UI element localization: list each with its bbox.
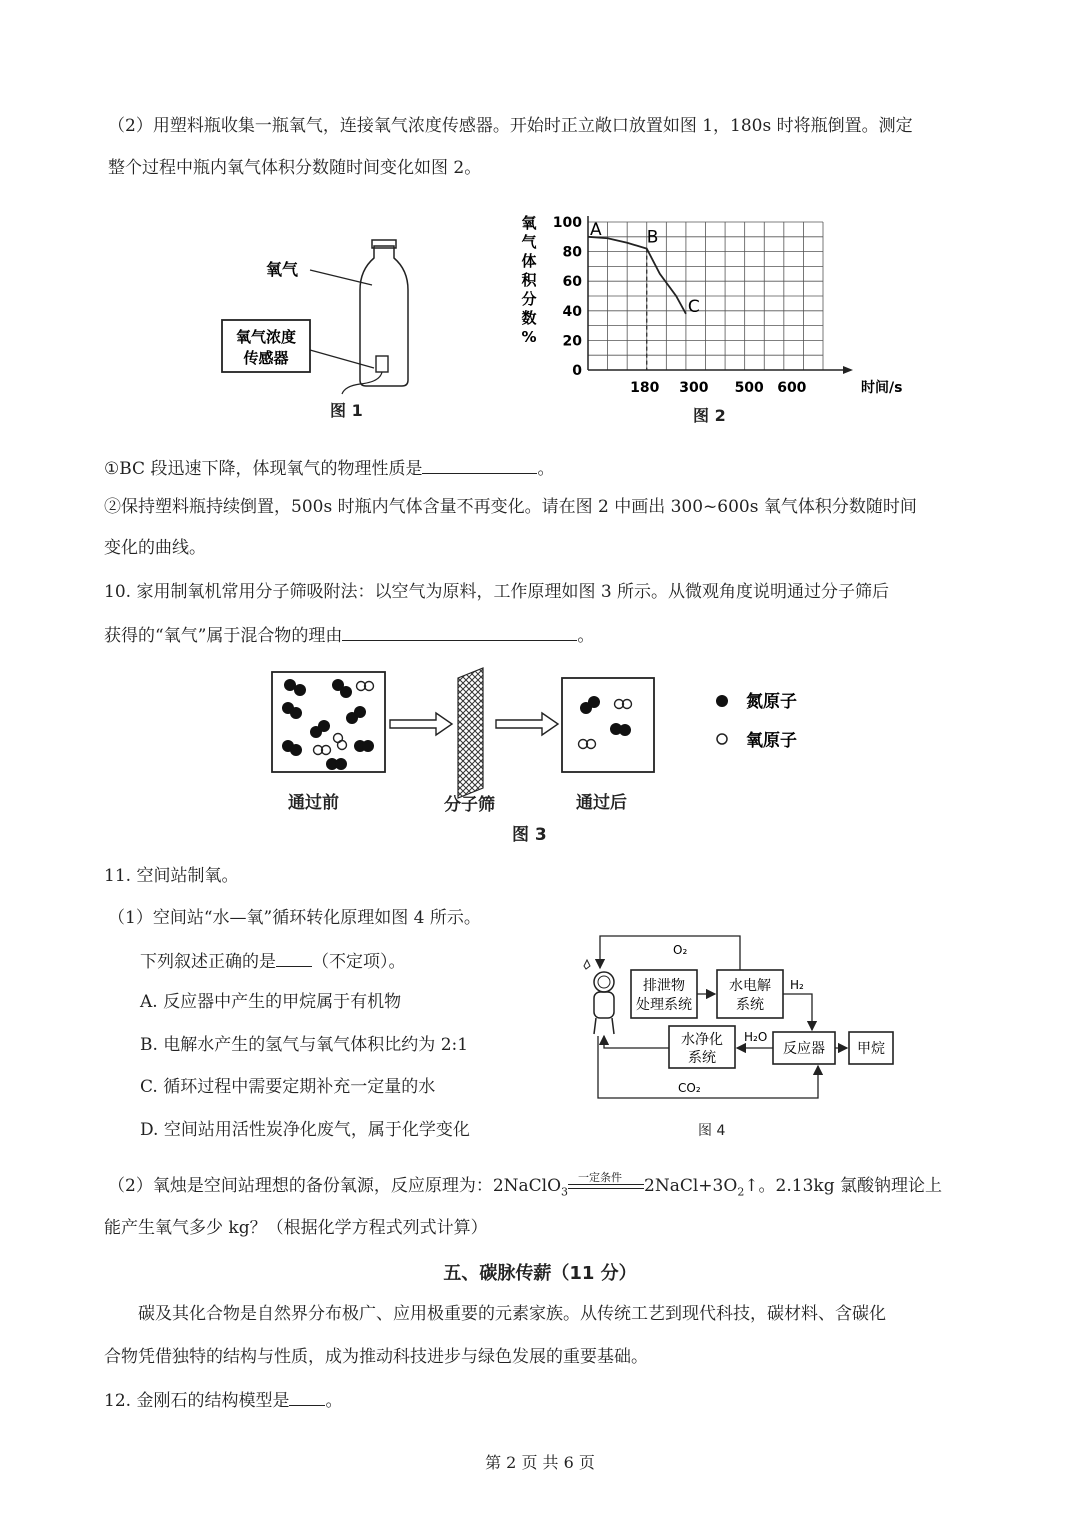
q11-prompt xyxy=(140,948,406,974)
h2-label: H₂ xyxy=(790,978,804,992)
q12 xyxy=(104,1387,342,1413)
electrolysis-label-2: 系统 xyxy=(736,997,764,1013)
x-axis-arrow-icon xyxy=(843,366,853,374)
q11-part2-line1 xyxy=(108,1170,942,1204)
electrolysis-label-1: 水电解 xyxy=(729,978,771,994)
x-tick-label: 600 xyxy=(777,380,807,396)
q11-prompt-end: （不定项）。 xyxy=(312,952,406,972)
sensor-probe xyxy=(376,356,388,372)
subscript-3: 3 xyxy=(561,1185,569,1199)
oxygen-chart xyxy=(515,205,903,430)
oxygen-curve xyxy=(588,237,686,314)
y-tick-label: 60 xyxy=(562,274,582,291)
option-d: D. 空间站用活性炭净化废气，属于化学变化 xyxy=(140,1120,470,1140)
y-axis-label-char: 分 xyxy=(521,290,537,308)
o2-label: O₂ xyxy=(673,943,688,957)
y-axis-label-char: % xyxy=(521,328,537,346)
legend-nitrogen: 氮原子 xyxy=(746,692,797,712)
option-c: C. 循环过程中需要定期补充一定量的水 xyxy=(140,1077,436,1097)
reaction-condition: 一定条件 xyxy=(578,1170,623,1184)
q10-line2-end: 。 xyxy=(577,626,595,646)
arrow-water-to-astronaut xyxy=(604,1036,669,1048)
option-a: A. 反应器中产生的甲烷属于有机物 xyxy=(140,992,402,1012)
sensor-cable xyxy=(342,372,382,394)
figure-4-caption: 图 4 xyxy=(698,1123,726,1139)
section5-para-line1: 碳及其化合物是自然界分布极广、应用极重要的元素家族。从传统工艺到现代科技，碳材料、含碳化 xyxy=(138,1304,886,1324)
y-axis-label-char: 氧 xyxy=(521,214,537,232)
q9-2-line2: 整个过程中瓶内氧气体积分数随时间变化如图 2。 xyxy=(108,158,482,178)
purification-label-2: 系统 xyxy=(688,1050,716,1066)
q9-item2-line1: ②保持塑料瓶持续倒置，500s 时瓶内气体含量不再变化。请在图 2 中画出 300~600s 氧气体积分数随时间 xyxy=(104,497,917,517)
figure-1 xyxy=(210,200,460,420)
figure-2-caption: 图 2 xyxy=(693,406,726,425)
answer-blank-1[interactable] xyxy=(422,455,537,474)
q9-item1-end: 。 xyxy=(537,459,555,479)
section-heading: 五、碳脉传薪（11 分） xyxy=(443,1263,637,1284)
waste-system-label-1: 排泄物 xyxy=(643,978,685,994)
q11-part2-line2: 能产生氧气多少 kg？（根据化学方程式列式计算） xyxy=(104,1218,488,1238)
y-tick-label: 20 xyxy=(562,333,582,350)
co2-label: CO₂ xyxy=(678,1081,701,1095)
q11-title: 11. 空间站制氧。 xyxy=(104,866,239,886)
figure-2 xyxy=(515,205,903,430)
sensor-label-1: 氧气浓度 xyxy=(235,328,297,346)
water-oxygen-cycle-diagram xyxy=(578,930,898,1105)
q9-item2-line2: 变化的曲线。 xyxy=(104,538,206,558)
page-footer: 第 2 页 共 6 页 xyxy=(485,1453,595,1472)
point-label-b: B xyxy=(646,227,659,248)
sensor-label-2: 传感器 xyxy=(243,349,289,367)
arrow-o2-loop xyxy=(600,936,740,970)
sensor-pointer xyxy=(310,350,374,368)
figure-3-caption: 图 3 xyxy=(512,825,547,845)
label-sieve: 分子筛 xyxy=(444,795,495,815)
reactor-label: 反应器 xyxy=(783,1041,825,1057)
after-molecules xyxy=(579,696,632,749)
y-axis-label-char: 体 xyxy=(521,252,537,270)
answer-blank-2[interactable] xyxy=(342,622,577,641)
bottle-diagram xyxy=(210,200,460,415)
q12-text: 12. 金刚石的结构模型是 xyxy=(104,1391,290,1411)
y-axis-label-char: 气 xyxy=(521,233,537,251)
before-molecules xyxy=(282,679,374,770)
bottle-shape xyxy=(360,246,408,386)
arrow-right-icon xyxy=(496,713,558,735)
arrow-h2 xyxy=(783,994,812,1030)
q9-item1-text: ①BC 段迅速下降，体现氧气的物理性质是 xyxy=(104,459,423,479)
after-box xyxy=(562,678,654,772)
subscript-2: 2 xyxy=(737,1185,745,1199)
reaction-condition-arrow xyxy=(568,1170,644,1196)
y-tick-label: 40 xyxy=(562,303,582,320)
figure-1-caption: 图 1 xyxy=(330,401,363,420)
sieve-icon xyxy=(458,668,483,798)
q11-part1: （1）空间站“水—氧”循环转化原理如图 4 所示。 xyxy=(108,908,481,928)
y-tick-label: 80 xyxy=(562,244,582,261)
x-axis-label: 时间/s xyxy=(861,380,903,396)
label-after: 通过后 xyxy=(576,793,627,813)
answer-blank-4[interactable] xyxy=(289,1387,325,1406)
nitrogen-atom-icon xyxy=(716,695,728,707)
option-b: B. 电解水产生的氢气与氧气体积比约为 2:1 xyxy=(140,1035,469,1055)
molecular-sieve-diagram xyxy=(268,668,828,798)
q10-line2 xyxy=(104,622,594,648)
equation-right: 2NaCl+3O xyxy=(644,1176,738,1196)
answer-blank-3[interactable] xyxy=(276,948,312,967)
q11-prompt-text: 下列叙述正确的是 xyxy=(140,952,276,972)
x-tick-label: 180 xyxy=(630,380,660,396)
q9-2-line1: （2）用塑料瓶收集一瓶氧气，连接氧气浓度传感器。开始时正立敞口放置如图 1，180s 时将瓶倒置。测定 xyxy=(108,116,913,136)
arrow-right-icon xyxy=(390,713,452,735)
y-tick-label: 100 xyxy=(552,215,582,231)
y-axis-label-char: 数 xyxy=(521,309,537,327)
q10-line1: 10. 家用制氧机常用分子筛吸附法：以空气为原料，工作原理如图 3 所示。从微观角度说明通过分子筛后 xyxy=(104,582,890,602)
astronaut-icon xyxy=(584,960,614,1034)
q12-end: 。 xyxy=(325,1391,343,1411)
label-before: 通过前 xyxy=(288,793,339,813)
section5-para-line2: 合物凭借独特的结构与性质，成为推动科技进步与绿色发展的重要基础。 xyxy=(104,1347,648,1367)
figure-3 xyxy=(268,668,828,848)
legend-oxygen: 氧原子 xyxy=(746,731,797,751)
y-axis-label-char: 积 xyxy=(521,271,537,289)
x-tick-label: 300 xyxy=(679,380,709,396)
q10-line2-text: 获得的“氧气”属于混合物的理由 xyxy=(104,626,343,646)
equation-left: （2）氧烛是空间站理想的备份氧源，反应原理为：2NaClO xyxy=(108,1176,562,1196)
equation-tail: ↑。2.13kg 氯酸钠理论上 xyxy=(744,1176,942,1196)
waste-system-label-2: 处理系统 xyxy=(636,997,692,1013)
h2o-label: H₂O xyxy=(744,1030,768,1044)
q9-item1 xyxy=(104,455,554,481)
x-tick-label: 500 xyxy=(734,380,764,396)
y-tick-label: 0 xyxy=(572,363,582,379)
bottle-cap xyxy=(372,240,396,248)
oxygen-atom-icon xyxy=(717,734,727,744)
oxygen-label: 氧气 xyxy=(266,260,299,279)
point-label-c: C xyxy=(687,296,700,317)
point-label-a: A xyxy=(590,219,602,240)
figure-4 xyxy=(578,930,898,1145)
purification-label-1: 水净化 xyxy=(681,1032,723,1048)
methane-label: 甲烷 xyxy=(857,1041,885,1057)
